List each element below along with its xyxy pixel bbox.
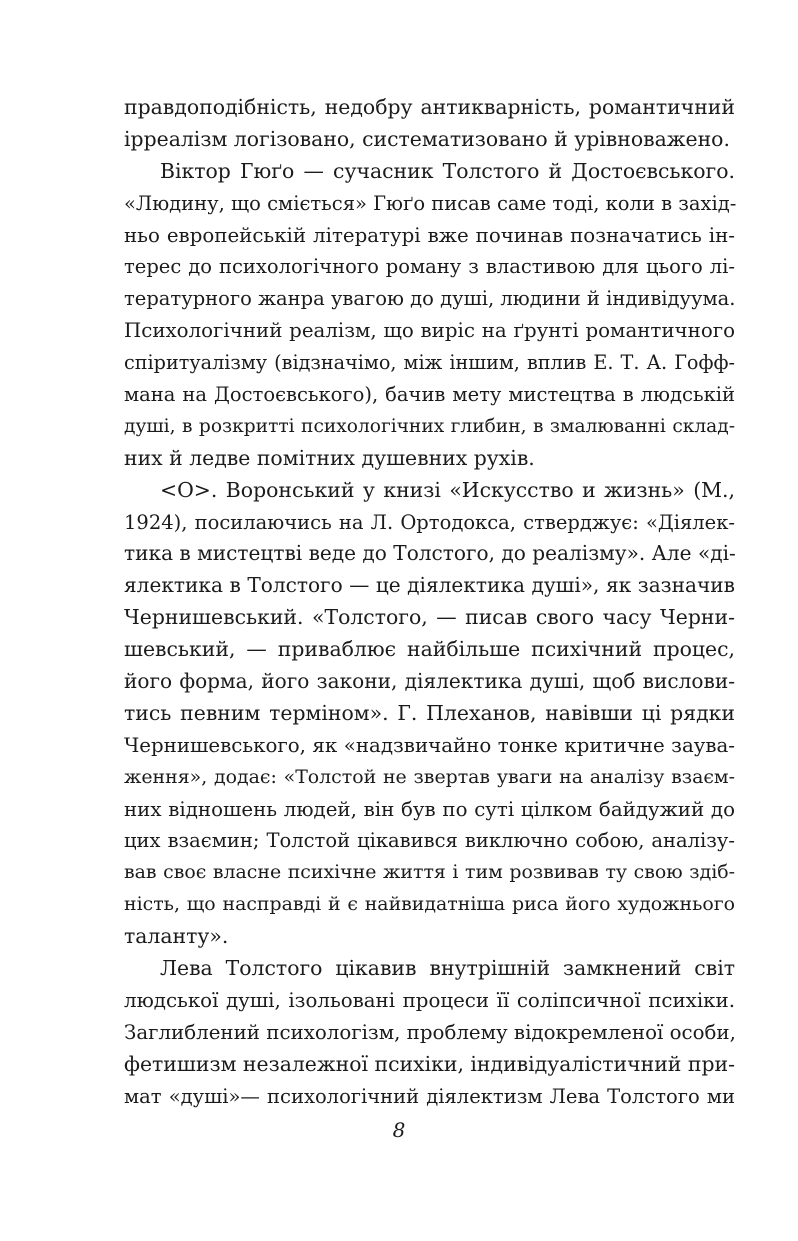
text-line: шевський, — приваблює найбільше психічний процес, xyxy=(124,637,735,662)
text-line: його форма, його закони, діялектика душі, щоб вислови- xyxy=(124,669,735,694)
text-line: тературного жанра увагою до душі, людини й індивідуума. xyxy=(124,287,736,311)
text-line: «Людину, що сміється» Гюґо писав саме тоді, коли в захід- xyxy=(124,191,737,215)
text-line: ялектика в Толстого — це діялектика душі», як зазначив xyxy=(124,573,735,598)
text-line: них відношень людей, він був по суті цілком байдужий до xyxy=(124,797,735,821)
text-line: мат «душі»— психологічний діялектизм Лева Толстого ми xyxy=(124,1084,735,1108)
text-line: спіритуалізму (відзначімо, між іншим, вплив Е. Т. А. Гофф- xyxy=(124,351,735,375)
text-line: Психологічний реалізм, що виріс на ґрунті романтичного xyxy=(124,319,735,343)
text-line: душі, в розкритті психологічних глибин, в змалюванні склад- xyxy=(124,415,735,437)
text-line: тись певним терміном». Г. Плеханов, навівши ці рядки xyxy=(124,700,735,725)
text-line: правдоподібність, недобру антикварність, романтичний xyxy=(124,95,735,119)
text-line: Лева Толстого цікавив внутрішній замкнений світ xyxy=(160,956,735,981)
text-line: ність, що насправді й є найвидатніша риса його художнього xyxy=(124,893,735,916)
body-text xyxy=(124,92,735,1113)
text-line: Чернишевський. «Толстого, — писав свого часу Черни- xyxy=(124,605,735,630)
text-line: людської душі, ізольовані процеси її соліпсичної психіки. xyxy=(124,988,735,1012)
text-line: <О>. Воронський у книзі «Искусство и жизнь» (М., xyxy=(160,477,735,502)
text-line: таланту». xyxy=(124,924,229,949)
text-line: Віктор Гюґо — сучасник Толстого й Достоєвського. xyxy=(160,158,735,183)
text-line: фетишизм незалежної психіки, індивідуалістичний при- xyxy=(124,1051,736,1076)
text-line: терес до психологічного роману з властивою для цього лі- xyxy=(124,255,735,279)
text-line: мана на Достоєвського), бачив мету мистецтва в людській xyxy=(124,383,735,407)
text-line: них й ледве помітних душевних рухів. xyxy=(124,445,535,470)
text-line: цих взаємин; Толстой цікавився виключно собою, аналізу- xyxy=(124,829,735,853)
page-number: 8 xyxy=(392,1118,406,1142)
text-line: ньо европейській літературі вже починав позначатись ін- xyxy=(124,223,735,247)
text-line: Чернишевського, як «надзвичайно тонке критичне заува- xyxy=(124,733,735,757)
text-line: ірреалізм логізовано, систематизовано й урівноважено. xyxy=(124,126,730,151)
text-line: Заглиблений психологізм, проблему відокремленої особи, xyxy=(124,1020,736,1044)
text-line: тика в мистецтві веде до Толстого, до реалізму». Але «ді- xyxy=(124,541,736,566)
text-line: вав своє власне психічне життя і тим розвивав ту свою здіб- xyxy=(124,861,735,884)
text-line: 1924), посилаючись на Л. Ортодокса, стверджує: «Діялек- xyxy=(124,510,735,534)
text-line: ження», додає: «Толстой не звертав уваги на аналізу взаєм- xyxy=(124,765,735,788)
